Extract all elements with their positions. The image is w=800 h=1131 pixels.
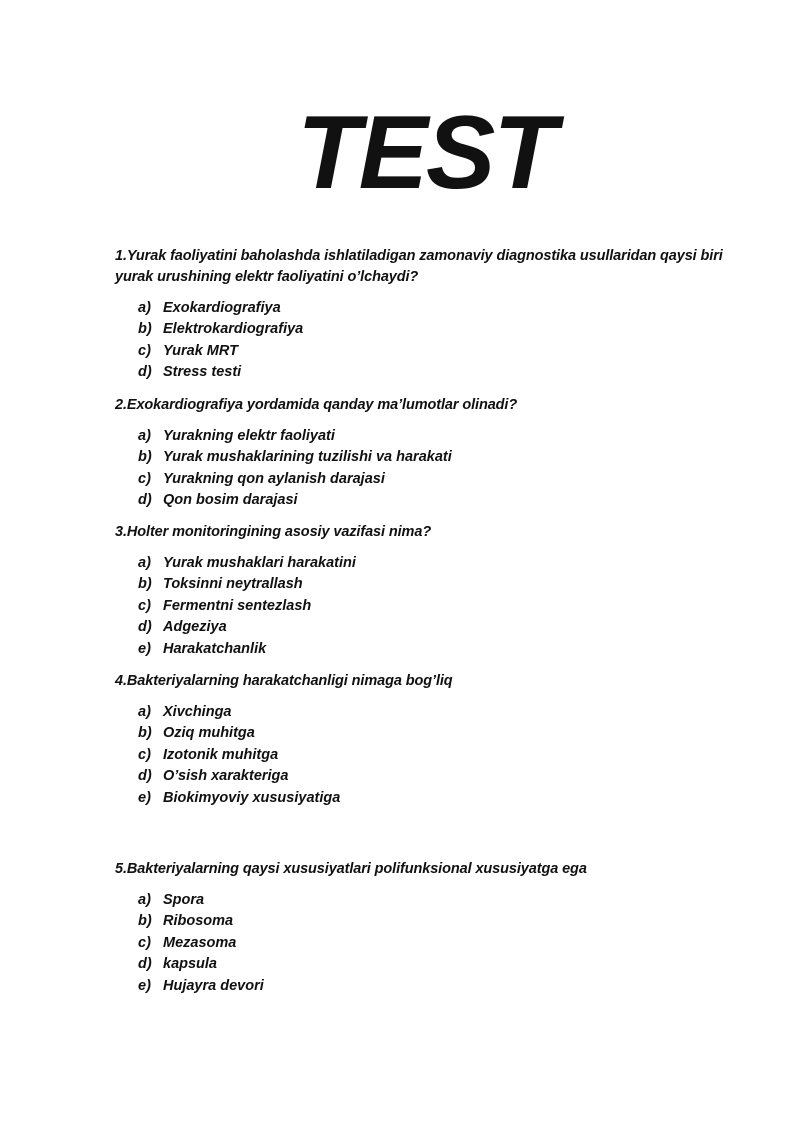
option-c — [138, 745, 735, 766]
question-1 — [115, 246, 735, 384]
option-c — [138, 469, 735, 490]
option-text: Harakatchanlik — [163, 640, 267, 657]
option-text: Exokardiografiya — [163, 300, 281, 316]
option-text: Adgeziya — [163, 619, 227, 636]
option-text: Toksinni neytrallash — [163, 576, 303, 593]
option-text: kapsula — [163, 956, 217, 973]
option-b — [138, 574, 735, 595]
option-text: Yurakning elektr faoliyati — [163, 428, 335, 444]
option-letter: c) — [138, 746, 151, 763]
option-text: Hujayra devori — [163, 977, 264, 994]
option-letter: b) — [138, 321, 152, 338]
option-a — [138, 890, 735, 911]
option-b — [138, 723, 735, 744]
option-e — [138, 788, 735, 809]
option-a — [138, 553, 735, 574]
option-letter: c) — [138, 470, 151, 487]
option-letter: d) — [138, 956, 152, 973]
option-letter: e) — [138, 977, 151, 994]
page-title: TEST — [297, 95, 555, 211]
option-letter: b) — [138, 913, 152, 930]
option-c — [138, 341, 735, 362]
option-letter: a) — [138, 300, 151, 316]
option-text: O’sish xarakteriga — [163, 768, 289, 785]
option-b — [138, 447, 735, 468]
option-text: Mezasoma — [163, 934, 237, 951]
option-text: Xivchinga — [163, 704, 232, 720]
question-text: 3.Holter monitoringining asosiy vazifasi nima? — [115, 524, 432, 540]
option-letter: e) — [138, 640, 151, 657]
option-list — [115, 890, 735, 997]
option-e — [138, 639, 735, 660]
option-text: Stress testi — [163, 364, 242, 381]
option-letter: e) — [138, 789, 151, 806]
question-text: 2.Exokardiografiya yordamida qanday ma’lumotlar olinadi? — [115, 397, 518, 413]
question-text: 1.Yurak faoliyatini baholashda ishlatiladigan zamonaviy diagnostika usullaridan qaysi biri yurak urushining elektr faoliyatini o’lchaydi? — [115, 248, 723, 285]
option-text: Ribosoma — [163, 913, 234, 930]
option-letter: d) — [138, 619, 152, 636]
option-text: Yurak mushaklarining tuzilishi va harakati — [163, 449, 452, 466]
option-a — [138, 298, 735, 319]
option-text: Oziq muhitga — [163, 725, 255, 742]
question-4 — [115, 671, 735, 809]
option-d — [138, 954, 735, 975]
option-text: Yurak MRT — [163, 342, 238, 359]
option-a — [138, 426, 735, 447]
option-b — [138, 319, 735, 340]
option-letter: a) — [138, 892, 151, 908]
option-d — [138, 617, 735, 638]
option-b — [138, 911, 735, 932]
option-letter: c) — [138, 597, 151, 614]
option-text: Yurakning qon aylanish darajasi — [163, 470, 385, 487]
option-a — [138, 702, 735, 723]
question-2 — [115, 395, 735, 512]
question-3 — [115, 522, 735, 660]
option-c — [138, 933, 735, 954]
option-d — [138, 490, 735, 511]
option-text: Yurak mushaklari harakatini — [163, 555, 356, 571]
option-d — [138, 362, 735, 383]
option-text: Spora — [163, 892, 205, 908]
option-letter: c) — [138, 342, 151, 359]
option-letter: b) — [138, 576, 152, 593]
option-list — [115, 702, 735, 809]
option-text: Qon bosim darajasi — [163, 492, 298, 509]
option-d — [138, 766, 735, 787]
option-letter: b) — [138, 725, 152, 742]
option-list — [115, 298, 735, 384]
option-letter: d) — [138, 364, 152, 381]
question-text: 5.Bakteriyalarning qaysi xususiyatlari polifunksional xususiyatga ega — [115, 861, 587, 877]
option-letter: a) — [138, 704, 151, 720]
option-letter: d) — [138, 492, 152, 509]
option-list — [115, 553, 735, 660]
option-text: Izotonik muhitga — [163, 746, 279, 763]
option-letter: a) — [138, 428, 151, 444]
option-text: Fermentni sentezlash — [163, 597, 312, 614]
option-letter: d) — [138, 768, 152, 785]
option-e — [138, 976, 735, 997]
option-c — [138, 596, 735, 617]
option-letter: a) — [138, 555, 151, 571]
option-text: Elektrokardiografiya — [163, 321, 304, 338]
question-5 — [115, 859, 735, 997]
option-letter: c) — [138, 934, 151, 951]
option-list — [115, 426, 735, 512]
option-letter: b) — [138, 449, 152, 466]
question-text: 4.Bakteriyalarning harakatchanligi nimaga bog’liq — [115, 673, 453, 689]
option-text: Biokimyoviy xususiyatiga — [163, 789, 341, 806]
